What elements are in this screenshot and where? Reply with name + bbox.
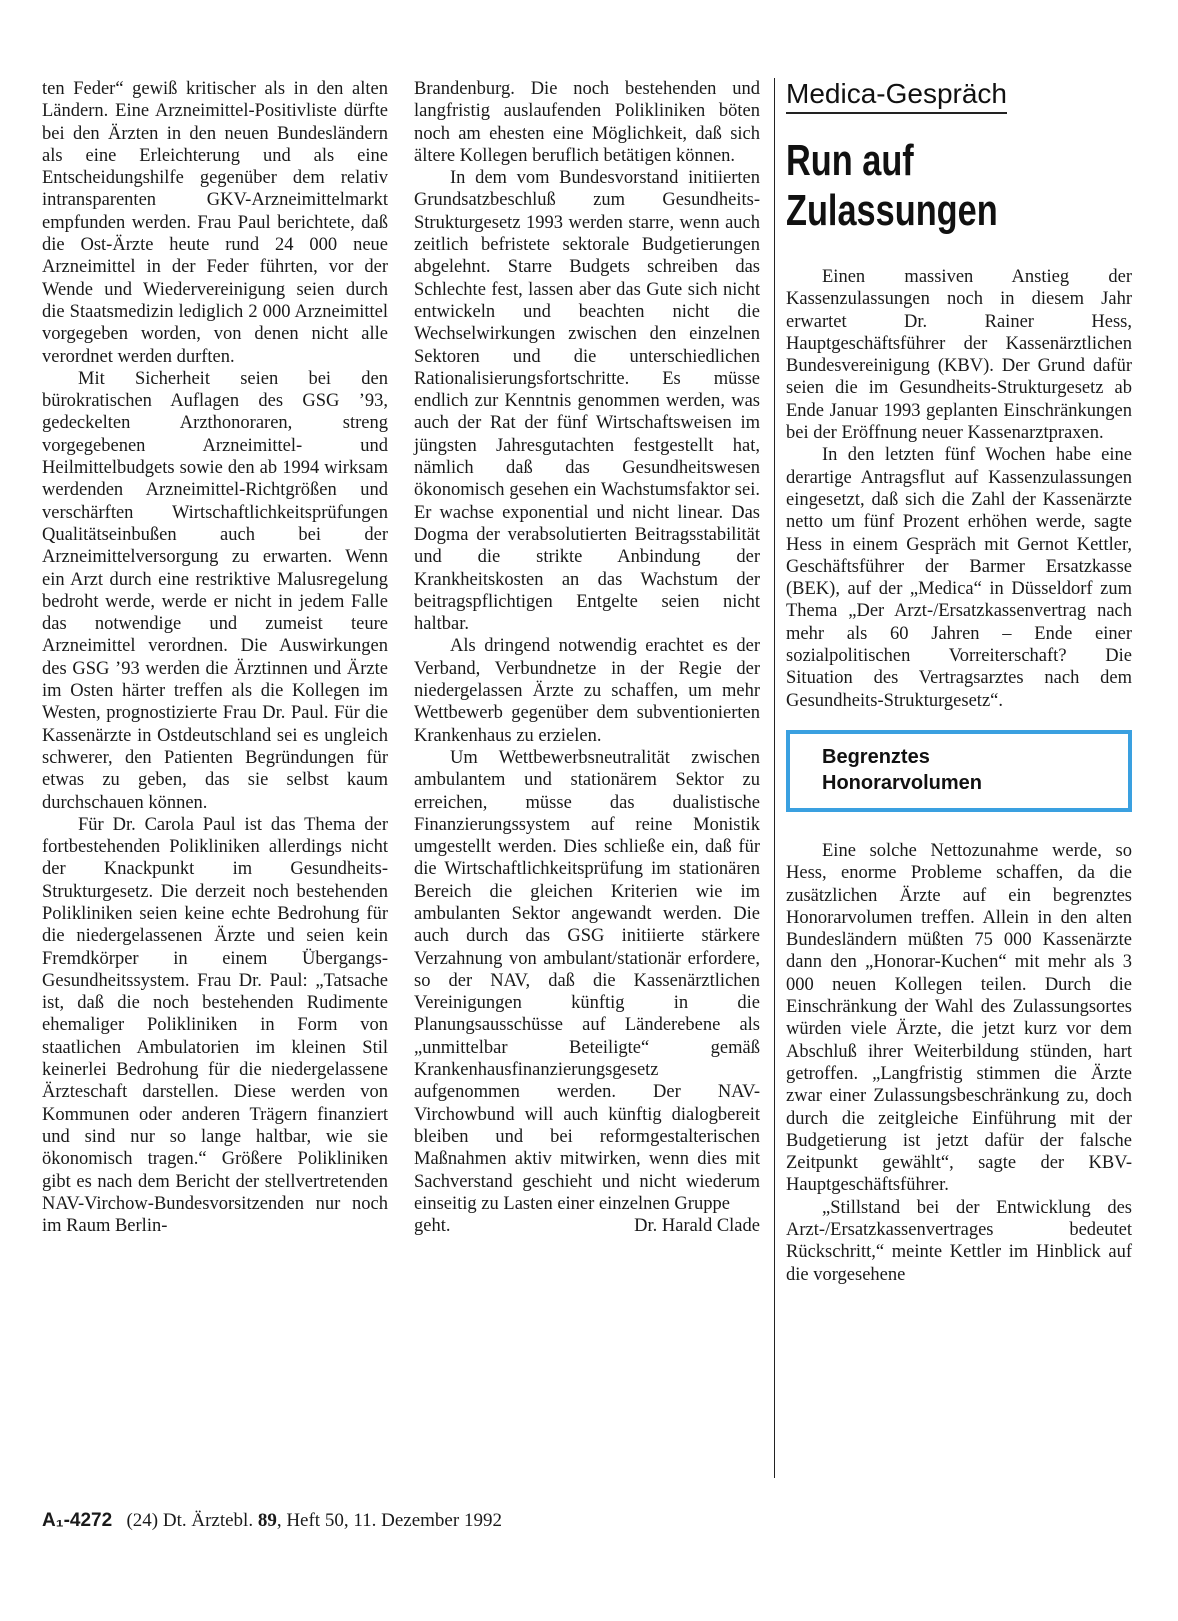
- paragraph-end: geht.: [414, 1216, 451, 1237]
- author-line: [414, 1215, 760, 1237]
- issue-date: , Heft 50, 11. Dezember 1992: [276, 1510, 502, 1531]
- paragraph: Einen massiven Anstieg der Kassenzulassungen noch in diesem Jahr erwartet Dr. Rainer Hess, Hauptgeschäftsführer der Kassenärztlichen Bundesvereinigung (KBV). Der Grund dafür seien die im Gesundheits-Strukturgesetz ab Ende Januar 1993 geplanten Einschränkungen bei der Eröffnung neuer Kassenarztpraxen.: [786, 267, 1132, 444]
- paragraph: Um Wettbewerbsneutralität zwischen ambulantem und stationärem Sektor zu erreichen, müsse das dualistische Finanzierungssystem auf reine Monistik umgestellt werden. Dies schließe ein, daß für die Wirtschaftlichkeitsprüfung im stationären Bereich die gleichen Kriterien wie im ambulanten Sektor angewandt werden. Die auch durch das GSG initiierte stärkere Verzahnung von ambulant/stationär erfordere, so der NAV, daß die Kassenärztlichen Vereinigungen künftig in die Planungsausschüsse auf Länderebene als „unmittelbar Beteiligte“ gemäß Krankenhausfinanzierungsgesetz aufgenommen werden. Der NAV-Virchowbund will auch künftig dialogbereit bleiben und bei reformgestalterischen Maßnahmen aktiv mitwirken, wenn dies mit Sachverstand geschieht und nicht wiederum einseitig zu Lasten einer einzelnen Gruppe: [414, 747, 760, 1214]
- text-column-2: [414, 78, 760, 1237]
- headline-line: Run auf: [786, 136, 914, 185]
- subheading-line: Honorarvolumen: [822, 771, 983, 794]
- author-name: Dr. Harald Clade: [634, 1216, 760, 1237]
- page-code: A₁-4272: [42, 1510, 113, 1531]
- subheading-line: Begrenztes: [822, 745, 930, 768]
- article-headline: [786, 136, 1056, 236]
- text-column-3: [786, 78, 1132, 1286]
- volume-number: 89: [257, 1510, 277, 1531]
- paragraph: Für Dr. Carola Paul ist das Thema der fortbestehenden Polikliniken allerdings nicht der Knackpunkt im Gesundheits-Strukturgesetz. Die derzeit noch bestehenden Polikliniken seien keine echte Bedrohung für die niedergelassenen Ärzte und seien kein Fremdkörper in einem Übergangs-Gesundheitssystem. Frau Dr. Paul: „Tatsache ist, daß die noch bestehenden Rudimente ehemaliger Polikliniken in Form von staatlichen Ambulatorien im kleinen Stil keinerlei Bedrohung für die niedergelassene Ärzteschaft darstellen. Diese werden von Kommunen oder anderen Trägern finanziert und sind nur so lange haltbar, wie sie ökonomisch tragen.“ Größere Polikliniken gibt es nach dem Bericht der stellvertretenden NAV-Virchow-Bundesvorsitzenden nur noch im Raum Berlin-: [42, 814, 388, 1237]
- paragraph: Brandenburg. Die noch bestehenden und langfristig auslaufenden Polikliniken böten noch am ehesten eine Möglichkeit, daß sich ältere Kollegen beruflich betätigen können.: [414, 79, 760, 166]
- journal-name: (24) Dt. Ärztebl.: [126, 1510, 254, 1531]
- headline-line: Zulassungen: [786, 186, 998, 235]
- paragraph: In den letzten fünf Wochen habe eine derartige Antragsflut auf Kassenzulassungen eingesetzt, daß sich die Zahl der Kassenärzte netto um fünf Prozent erhöhen werde, sagte Hess in einem Gespräch mit Gernot Kettler, Geschäftsführer der Barmer Ersatzkasse (BEK), auf der „Medica“ in Düsseldorf zum Thema „Der Arzt-/Ersatzkassenvertrag nach mehr als 60 Jahren – Ende einer sozialpolitischen Vorreiterschaft? Die Situation des Vertragsarztes nach dem Gesundheits-Strukturgesetz“.: [786, 445, 1132, 711]
- paragraph: ten Feder“ gewiß kritischer als in den alten Ländern. Eine Arzneimittel-Positivliste dürfte bei den Ärzten in den neuen Bundesländern als eine Erleichterung und als eine Entscheidungshilfe gegenüber dem relativ intransparenten GKV-Arzneimittelmarkt empfunden werden. Frau Paul berichtete, daß die Ost-Ärzte heute rund 24 000 neue Arzneimittel in der Feder führten, vor der Wende und Wiedervereinigung seien durch die Staatsmedizin lediglich 2 000 Arzneimittel vorgegeben worden, von denen nicht alle verordnet werden durften.: [42, 79, 388, 367]
- paragraph: Als dringend notwendig erachtet es der Verband, Verbundnetze in der Regie der niedergelassen Ärzte zu schaffen, um mehr Wettbewerb gegenüber dem subventionierten Krankenhaus zu erzielen.: [414, 636, 760, 746]
- paragraph: Mit Sicherheit seien bei den bürokratischen Auflagen des GSG ’93, gedeckelten Arzthonoraren, streng vorgegebenen Arzneimittel- und Heilmittelbudgets sowie den ab 1994 wirksam werdenden Arzneimittel-Richtgrößen und verschärften Wirtschaftlichkeitsprüfungen Qualitätseinbußen auch bei der Arzneimittelversorgung zu erwarten. Wenn ein Arzt durch eine restriktive Malusregelung bedroht werde, werde er nicht in jedem Falle das notwendige und zumeist teure Arzneimittel verordnen. Die Auswirkungen des GSG ’93 werden die Ärztinnen und Ärzte im Osten härter treffen als die Kollegen im Westen, prognostizierte Frau Dr. Paul. Für die Kassenärzte in Ostdeutschland sei es ungleich schwerer, den Patienten Begründungen für etwas zu geben, das sie selbst kaum durchschauen können.: [42, 368, 388, 813]
- text-column-1: [42, 78, 388, 1237]
- section-kicker: Medica-Gespräch: [786, 78, 1007, 114]
- page-footer: [42, 1510, 502, 1532]
- paragraph: „Stillstand bei der Entwicklung des Arzt-/Ersatzkassenvertrages bedeutet Rückschritt,“ meinte Kettler im Hinblick auf die vorgesehene: [786, 1197, 1132, 1285]
- paragraph: In dem vom Bundesvorstand initiierten Grundsatzbeschluß zum Gesundheits-Strukturgesetz 1993 werden starre, wenn auch zeitlich befristete sektorale Budgetierungen abgelehnt. Starre Budgets schreiben das Schlechte fest, lassen aber das Gute sich nicht entwickeln und beachten nicht die Wechselwirkungen zwischen den einzelnen Sektoren und die unterschiedlichen Rationalisierungsfortschritte. Es müsse endlich zur Kenntnis genommen werden, was auch der Rat der fünf Wirtschaftsweisen im jüngsten Jahresgutachten festgestellt hat, nämlich daß das Gesundheitswesen ökonomisch gesehen ein Wachstumsfaktor sei. Er wachse exponential und nicht linear. Das Dogma der verabsolutierten Beitragsstabilität und die strikte Anbindung der Krankheitskosten an das Wachstum der beitragspflichtigen Entgelte seien nicht haltbar.: [414, 168, 760, 635]
- subheading-box: [786, 730, 1132, 812]
- column-divider: [774, 78, 775, 1478]
- paragraph: Eine solche Nettozunahme werde, so Hess, enorme Probleme schaffen, da die zusätzlichen Ärzte auf ein begrenztes Honorarvolumen treffen. Allein in den alten Bundesländern müßten 75 000 Kassenärzte dann den „Honorar-Kuchen“ mit mehr als 3 000 neuen Kollegen teilen. Durch die Einschränkung der Wahl des Zulassungsortes würden viele Ärzte, die jetzt kurz vor dem Abschluß ihrer Weiterbildung stünden, hart getroffen. „Langfristig stimmen die Ärzte zwar einer Zulassungsbeschränkung zu, doch durch die zeitgleiche Einführung mit der Budgetierung ist jetzt dafür der falsche Zeitpunkt gewählt“, sagte der KBV-Hauptgeschäftsführer.: [786, 840, 1132, 1196]
